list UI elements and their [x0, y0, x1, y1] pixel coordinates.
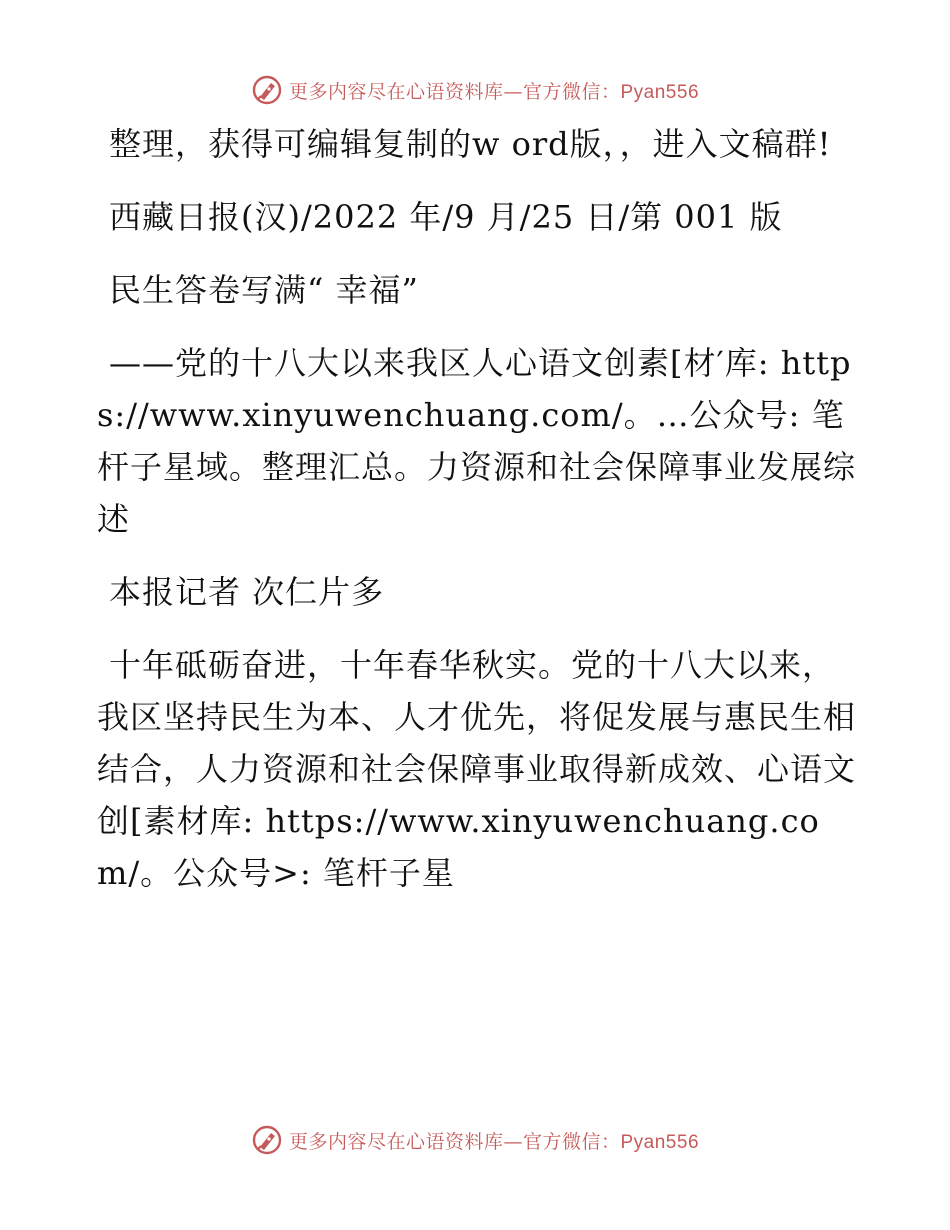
pen-nib-logo-icon: [251, 74, 283, 106]
source-line: 西藏日报(汉)/2022 年/9 月/25 日/第 001 版: [109, 198, 783, 236]
pen-nib-logo-icon: [251, 1124, 283, 1156]
header-banner: [0, 70, 950, 110]
header-banner-text: 更多内容尽在心语资料库—官方微信：Pyan556: [288, 80, 700, 103]
footer-banner-text: 更多内容尽在心语资料库—官方微信：Pyan556: [288, 1130, 700, 1153]
footer-banner: [0, 1120, 950, 1160]
article-title: 民生答卷写满“ 幸福”: [109, 271, 419, 309]
article-subtitle: ——党的十八大以来我区人心语文创素[材′库: https://www.xinyuwenchuang.com/。…公众号: 笔杆子星域。整理汇总。力资源和社会保障事业发展综述: [97, 344, 857, 538]
byline: 本报记者 次仁片多: [109, 573, 385, 611]
document-body: [97, 118, 857, 920]
header-banner-content: [251, 74, 699, 106]
body-paragraph: 十年砥砺奋进，十年春华秋实。党的十八大以来，我区坚持民生为本、人才优先，将促发展与惠民生相结合，人力资源和社会保障事业取得新成效、心语文创[素材库: https://www.xinyuwenchuang.com/。公众号>: 笔杆子星: [97, 646, 857, 892]
intro-paragraph: 整理，获得可编辑复制的w ord版，，进入文稿群!: [109, 125, 832, 163]
footer-banner-content: [251, 1124, 699, 1156]
